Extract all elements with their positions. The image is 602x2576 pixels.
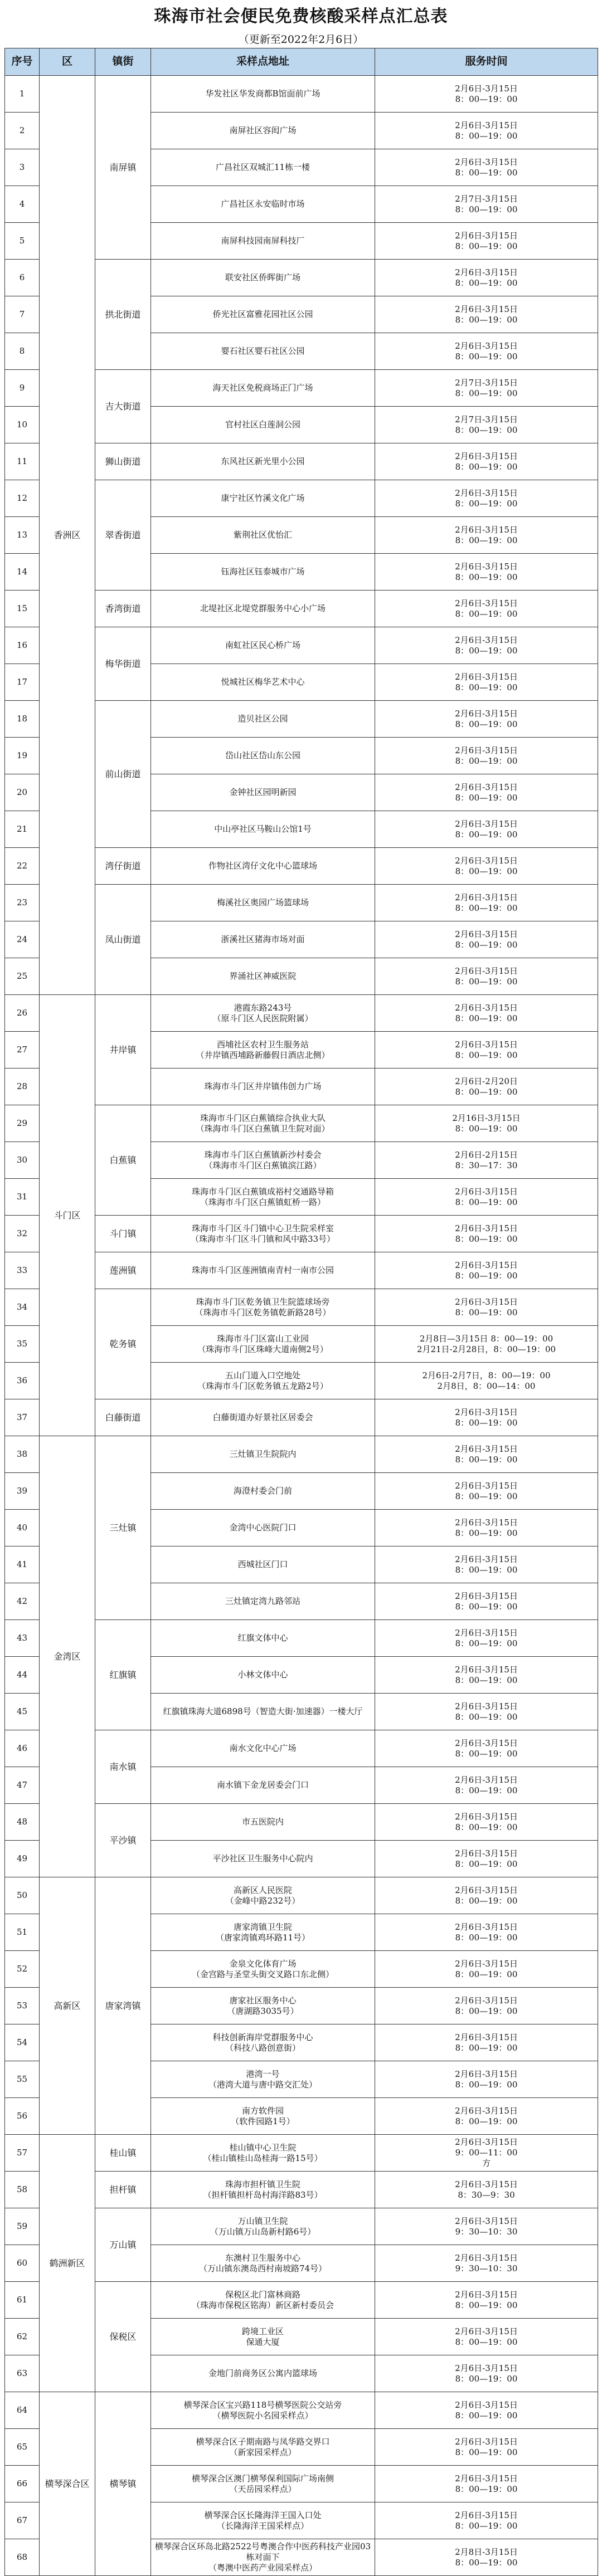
site-address-cell: 康宁社区竹溪文化广场	[151, 480, 375, 517]
row-number: 31	[5, 1179, 40, 1216]
row-number: 32	[5, 1216, 40, 1252]
row-number: 11	[5, 443, 40, 480]
site-address-cell: 华发社区华发商都B馆面前广场	[151, 76, 375, 113]
row-number: 20	[5, 774, 40, 811]
site-address-cell: 三灶镇定湾九路邻站	[151, 1583, 375, 1620]
site-address-cell: 白藤街道办好景社区居委会	[151, 1399, 375, 1436]
row-number: 53	[5, 1988, 40, 2024]
service-time-cell: 2月6日-3月15日 8：00—19：00	[375, 517, 598, 554]
row-number: 7	[5, 296, 40, 333]
row-number: 50	[5, 1877, 40, 1914]
service-time-cell: 2月7日-3月15日 8：00—19：00	[375, 370, 598, 407]
row-number: 61	[5, 2282, 40, 2319]
service-time-cell: 2月6日-3月15日 8：00—19：00	[375, 1841, 598, 1877]
header-district: 区	[40, 48, 95, 76]
service-time-cell: 2月7日-3月15日 8：00—19：00	[375, 407, 598, 443]
service-time-cell: 2月6日-3月15日 8：00—19：00	[375, 2429, 598, 2466]
site-address-cell: 南水文化中心广场	[151, 1730, 375, 1767]
district-cell: 斗门区	[40, 995, 95, 1436]
site-address-cell: 珠海市担杆镇卫生院 （担杆镇担杆岛村海洋路83号）	[151, 2172, 375, 2208]
service-time-cell: 2月6日-3月15日 8：00—19：00	[375, 627, 598, 664]
service-time-cell: 2月6日-3月15日 8：00—19：00	[375, 149, 598, 186]
service-time-cell: 2月6日-3月15日 8：00—19：00	[375, 2355, 598, 2392]
service-time-cell: 2月6日-3月15日 8：00—19：00	[375, 2282, 598, 2319]
row-number: 64	[5, 2392, 40, 2429]
row-number: 51	[5, 1914, 40, 1951]
table-row	[5, 1436, 598, 1473]
row-number: 14	[5, 554, 40, 591]
row-number: 67	[5, 2502, 40, 2539]
service-time-cell: 2月6日-2月7日，8：00—19：00 2月8日，8：00—14：00	[375, 1363, 598, 1399]
service-time-cell: 2月7日-3月15日 8：00—19：00	[375, 186, 598, 223]
town-cell: 白藤街道	[95, 1399, 151, 1436]
row-number: 5	[5, 223, 40, 260]
row-number: 36	[5, 1363, 40, 1399]
service-time-cell: 2月6日-3月15日 8：00—19：00	[375, 1216, 598, 1252]
site-address-cell: 唐家社区服务中心 （唐湖路3035号）	[151, 1988, 375, 2024]
site-address-cell: 高新区人民医院 （金峰中路232号）	[151, 1877, 375, 1914]
row-number: 63	[5, 2355, 40, 2392]
row-number: 42	[5, 1583, 40, 1620]
service-time-cell: 2月6日-3月15日 8：00—19：00	[375, 1583, 598, 1620]
site-address-cell: 小林文体中心	[151, 1657, 375, 1694]
site-address-cell: 港湾一号 （港湾大道与唐中路交汇处）	[151, 2061, 375, 2098]
page-title: 珠海市社会便民免费核酸采样点汇总表	[154, 7, 448, 26]
row-number: 66	[5, 2466, 40, 2502]
row-number: 52	[5, 1951, 40, 1988]
service-time-cell: 2月6日-3月15日 8：00—19：00	[375, 921, 598, 958]
row-number: 3	[5, 149, 40, 186]
service-time-cell: 2月6日-3月15日 8：00—19：00	[375, 1399, 598, 1436]
service-time-cell: 2月6日-3月15日 8：00—19：00	[375, 1804, 598, 1841]
site-address-cell: 南虹社区民心桥广场	[151, 627, 375, 664]
row-number: 12	[5, 480, 40, 517]
site-address-cell: 广昌社区双城汇11栋一楼	[151, 149, 375, 186]
site-address-cell: 万山镇卫生院 （万山镇万山岛新村路6号）	[151, 2208, 375, 2245]
service-time-cell: 2月6日-3月15日 8：00—19：00	[375, 1252, 598, 1289]
site-address-cell: 珠海市斗门区白蕉镇新沙村委会 （珠海市斗门区白蕉镇滨江路）	[151, 1142, 375, 1179]
site-address-cell: 珠海市斗门区白蕉镇综合执业大队 （珠海市斗门区白蕉镇卫生院对面）	[151, 1105, 375, 1142]
row-number: 47	[5, 1767, 40, 1804]
service-time-cell: 2月6日-3月15日 8：00—19：00	[375, 2502, 598, 2539]
row-number: 45	[5, 1694, 40, 1730]
service-time-cell: 2月6日-3月15日 8：00—19：00	[375, 2061, 598, 2098]
town-cell: 唐家湾镇	[95, 1877, 151, 2135]
site-address-cell: 南水镇下金龙居委会门口	[151, 1767, 375, 1804]
table-header-row	[5, 48, 598, 76]
row-number: 16	[5, 627, 40, 664]
site-address-cell: 南屏科技园南屏科技厂	[151, 223, 375, 260]
service-time-cell: 2月6日-3月15日 8：00—19：00	[375, 1620, 598, 1657]
district-cell: 高新区	[40, 1877, 95, 2135]
site-address-cell: 科技创新海岸党群服务中心 （科技八路创意街）	[151, 2024, 375, 2061]
town-cell: 井岸镇	[95, 995, 151, 1105]
service-time-cell: 2月6日-3月15日 8：00—19：00	[375, 848, 598, 885]
town-cell: 翠香街道	[95, 480, 151, 591]
row-number: 4	[5, 186, 40, 223]
row-number: 43	[5, 1620, 40, 1657]
site-address-cell: 岱山社区岱山东公园	[151, 738, 375, 774]
row-number: 68	[5, 2539, 40, 2576]
site-address-cell: 横琴深合区澳门横琴保利国际广场南侧 （天岳园采样点）	[151, 2466, 375, 2502]
town-cell: 平沙镇	[95, 1804, 151, 1877]
service-time-cell: 2月6日-3月15日 8：00—19：00	[375, 1951, 598, 1988]
row-number: 58	[5, 2172, 40, 2208]
row-number: 37	[5, 1399, 40, 1436]
site-address-cell: 珠海市斗门区乾务镇卫生院篮球场旁 （珠海市斗门区乾务镇乾新路28号）	[151, 1289, 375, 1326]
table-row	[5, 2392, 598, 2429]
site-address-cell: 珠海市斗门区莲洲镇南青村一南市公园	[151, 1252, 375, 1289]
service-time-cell: 2月6日-3月15日 8：00—19：00	[375, 1730, 598, 1767]
town-cell: 三灶镇	[95, 1436, 151, 1620]
site-address-cell: 造贝社区公园	[151, 701, 375, 738]
site-address-cell: 紫荆社区优怡汇	[151, 517, 375, 554]
row-number: 19	[5, 738, 40, 774]
site-address-cell: 平沙社区卫生服务中心院内	[151, 1841, 375, 1877]
service-time-cell: 2月6日-3月15日 8：00—19：00	[375, 113, 598, 149]
service-time-cell: 2月6日-3月15日 8：00—19：00	[375, 701, 598, 738]
site-address-cell: 唐家湾镇卫生院 （唐家湾镇鸡环路11号）	[151, 1914, 375, 1951]
site-address-cell: 梅溪社区奥园广场篮球场	[151, 885, 375, 921]
town-cell: 斗门镇	[95, 1216, 151, 1252]
row-number: 28	[5, 1069, 40, 1105]
row-number: 15	[5, 591, 40, 627]
site-address-cell: 珠海市斗门区白蕉镇成裕村交通路导箱 （珠海市斗门区白蕉镇虹桥一路）	[151, 1179, 375, 1216]
service-time-cell: 2月6日-3月15日 8：00—19：00	[375, 2466, 598, 2502]
site-address-cell: 婴石社区婴石社区公园	[151, 333, 375, 370]
row-number: 55	[5, 2061, 40, 2098]
site-address-cell: 官村社区白莲洞公园	[151, 407, 375, 443]
service-time-cell: 2月6日-2月15日 8：30—17：30	[375, 1142, 598, 1179]
row-number: 59	[5, 2208, 40, 2245]
town-cell: 吉大街道	[95, 370, 151, 443]
site-address-cell: 悦城社区梅华艺术中心	[151, 664, 375, 701]
table-row	[5, 1877, 598, 1914]
site-address-cell: 金泉文化体育广场 （金宫路与圣堂头街交叉路口东北侧）	[151, 1951, 375, 1988]
header-time: 服务时间	[375, 48, 598, 76]
service-time-cell: 2月6日-3月15日 8：00—19：00	[375, 1988, 598, 2024]
site-address-cell: 金钟社区园明新园	[151, 774, 375, 811]
site-address-cell: 钰海社区钰泰城市广场	[151, 554, 375, 591]
service-time-cell: 2月6日-3月15日 8：00—19：00	[375, 1510, 598, 1546]
site-address-cell: 海天社区免税商场正门广场	[151, 370, 375, 407]
header-site: 采样点地址	[151, 48, 375, 76]
service-time-cell: 2月6日-3月15日 8：00—19：00	[375, 1032, 598, 1069]
service-time-cell: 2月6日-3月15日 8：00—19：00	[375, 885, 598, 921]
row-number: 38	[5, 1436, 40, 1473]
site-address-cell: 横琴深合区长隆海洋王国入口处 （长隆海洋王国采样点）	[151, 2502, 375, 2539]
town-cell: 南水镇	[95, 1730, 151, 1804]
row-number: 23	[5, 885, 40, 921]
site-address-cell: 五山门道入口空地处 （珠海市斗门区乾务镇五龙路2号）	[151, 1363, 375, 1399]
row-number: 2	[5, 113, 40, 149]
district-cell: 鹤洲新区	[40, 2135, 95, 2392]
service-time-cell: 2月6日-3月15日 8：00—19：00	[375, 260, 598, 296]
town-cell: 担杆镇	[95, 2172, 151, 2208]
service-time-cell: 2月6日-3月15日 8：00—19：00	[375, 591, 598, 627]
site-address-cell: 桂山镇中心卫生院 （桂山镇桂山岛桂海一路15号）	[151, 2135, 375, 2172]
site-address-cell: 海澄村委会门前	[151, 1473, 375, 1510]
town-cell: 乾务镇	[95, 1289, 151, 1399]
site-address-cell: 东澳村卫生服务中心 （万山镇东澳岛西村南坡路74号）	[151, 2245, 375, 2282]
row-number: 41	[5, 1546, 40, 1583]
row-number: 9	[5, 370, 40, 407]
service-time-cell: 2月6日-3月15日 8：00—19：00	[375, 1914, 598, 1951]
service-time-cell: 2月6日-3月15日 8：00—19：00	[375, 738, 598, 774]
service-time-cell: 2月6日-3月15日 8：00—19：00	[375, 296, 598, 333]
town-cell: 保税区	[95, 2282, 151, 2392]
row-number: 40	[5, 1510, 40, 1546]
row-number: 27	[5, 1032, 40, 1069]
row-number: 29	[5, 1105, 40, 1142]
service-time-cell: 2月6日-3月15日 8：00—19：00	[375, 1179, 598, 1216]
row-number: 24	[5, 921, 40, 958]
service-time-cell: 2月6日-3月15日 8：00—19：00	[375, 1546, 598, 1583]
row-number: 49	[5, 1841, 40, 1877]
town-cell: 拱北街道	[95, 260, 151, 370]
service-time-cell: 2月6日-3月15日 8：00—19：00	[375, 443, 598, 480]
row-number: 26	[5, 995, 40, 1032]
service-time-cell: 2月6日-3月15日 8：00—19：00	[375, 2392, 598, 2429]
site-address-cell: 南屏社区容闳广场	[151, 113, 375, 149]
site-address-cell: 广昌社区永安临时市场	[151, 186, 375, 223]
row-number: 60	[5, 2245, 40, 2282]
site-address-cell: 横琴深合区宝兴路118号横琴医院公交站旁 （横琴医院小名园采样点）	[151, 2392, 375, 2429]
service-time-cell: 2月6日-3月15日 8：00—19：00	[375, 1473, 598, 1510]
row-number: 44	[5, 1657, 40, 1694]
row-number: 34	[5, 1289, 40, 1326]
header-town: 镇街	[95, 48, 151, 76]
row-number: 1	[5, 76, 40, 113]
row-number: 35	[5, 1326, 40, 1363]
row-number: 54	[5, 2024, 40, 2061]
service-time-cell: 2月6日-3月15日 8：00—19：00	[375, 1694, 598, 1730]
service-time-cell: 2月6日-3月15日 8：00—19：00	[375, 480, 598, 517]
site-address-cell: 红旗文体中心	[151, 1620, 375, 1657]
service-time-cell: 2月6日-3月15日 8：00—19：00	[375, 1436, 598, 1473]
row-number: 13	[5, 517, 40, 554]
town-cell: 白蕉镇	[95, 1105, 151, 1216]
town-cell: 湾仔街道	[95, 848, 151, 885]
table-body	[5, 76, 598, 2576]
site-address-cell: 市五医院内	[151, 1804, 375, 1841]
site-address-cell: 港霞东路243号 （原斗门区人民医院附属）	[151, 995, 375, 1032]
site-address-cell: 中山亭社区马鞍山公馆1号	[151, 811, 375, 848]
service-time-cell: 2月6日-3月15日 8：00—19：00	[375, 2319, 598, 2355]
town-cell: 桂山镇	[95, 2135, 151, 2172]
site-address-cell: 界涌社区神威医院	[151, 958, 375, 995]
row-number: 8	[5, 333, 40, 370]
row-number: 57	[5, 2135, 40, 2172]
row-number: 39	[5, 1473, 40, 1510]
town-cell: 前山街道	[95, 701, 151, 848]
service-time-cell: 2月6日-3月15日 8：00—19：00	[375, 811, 598, 848]
service-time-cell: 2月6日-3月15日 9：00—11：00 方	[375, 2135, 598, 2172]
town-cell: 万山镇	[95, 2208, 151, 2282]
town-cell: 莲洲镇	[95, 1252, 151, 1289]
site-address-cell: 珠海市斗门区井岸镇伟创力广场	[151, 1069, 375, 1105]
row-number: 22	[5, 848, 40, 885]
site-address-cell: 西城社区门口	[151, 1546, 375, 1583]
row-number: 65	[5, 2429, 40, 2466]
site-address-cell: 西埔社区农村卫生服务站 （井岸镇西埔路新藤假日酒店北侧）	[151, 1032, 375, 1069]
row-number: 25	[5, 958, 40, 995]
service-time-cell: 2月6日-3月15日 8：00—19：00	[375, 333, 598, 370]
service-time-cell: 2月6日-3月15日 8：00—19：00	[375, 664, 598, 701]
row-number: 6	[5, 260, 40, 296]
table-row	[5, 2135, 598, 2172]
header-no: 序号	[5, 48, 40, 76]
site-address-cell: 横琴深合区子期南路与凤华路交界口 （新家园采样点）	[151, 2429, 375, 2466]
district-cell: 金湾区	[40, 1436, 95, 1877]
service-time-cell: 2月6日-3月15日 8：00—19：00	[375, 223, 598, 260]
town-cell: 凤山街道	[95, 885, 151, 995]
row-number: 33	[5, 1252, 40, 1289]
site-address-cell: 珠海市斗门区富山工业园 （珠海市斗门区珠峰大道南侧2号）	[151, 1326, 375, 1363]
row-number: 10	[5, 407, 40, 443]
site-address-cell: 金湾中心医院门口	[151, 1510, 375, 1546]
service-time-cell: 2月6日-3月15日 8：00—19：00	[375, 774, 598, 811]
site-address-cell: 东风社区新光里小公园	[151, 443, 375, 480]
site-address-cell: 南方软件园 （软件园路1号）	[151, 2098, 375, 2135]
town-cell: 横琴镇	[95, 2392, 151, 2576]
table-row	[5, 995, 598, 1032]
town-cell: 梅华街道	[95, 627, 151, 701]
service-time-cell: 2月6日-3月15日 8：00—19：00	[375, 76, 598, 113]
service-time-cell: 2月6日-3月15日 9：30—10：30	[375, 2208, 598, 2245]
site-address-cell: 联安社区侨晖街广场	[151, 260, 375, 296]
district-cell: 横琴深合区	[40, 2392, 95, 2576]
site-address-cell: 浙溪社区猪海市场对面	[151, 921, 375, 958]
service-time-cell: 2月6日-3月15日 8：30—9：30	[375, 2172, 598, 2208]
row-number: 17	[5, 664, 40, 701]
service-time-cell: 2月6日-3月15日 8：00—19：00	[375, 1767, 598, 1804]
row-number: 46	[5, 1730, 40, 1767]
row-number: 56	[5, 2098, 40, 2135]
district-cell: 香洲区	[40, 76, 95, 995]
service-time-cell: 2月8日-3月15日 8：00—19：00	[375, 2539, 598, 2576]
town-cell: 红旗镇	[95, 1620, 151, 1730]
service-time-cell: 2月6日-3月15日 8：00—19：00	[375, 2098, 598, 2135]
service-time-cell: 2月8日—3月15日 8：00—19：00 2月21日-2月28日，8：00—19：00	[375, 1326, 598, 1363]
site-address-cell: 珠海市斗门区斗门镇中心卫生院采样室 （珠海市斗门区斗门镇和风中路33号）	[151, 1216, 375, 1252]
service-time-cell: 2月6日-3月15日 8：00—19：00	[375, 995, 598, 1032]
row-number: 48	[5, 1804, 40, 1841]
site-address-cell: 侨光社区富雅花园社区公园	[151, 296, 375, 333]
site-address-cell: 红旗镇珠海大道6898号（智造大街·加速器）一楼大厅	[151, 1694, 375, 1730]
sampling-site-table	[4, 48, 598, 2576]
page-subtitle: （更新至2022年2月6日）	[238, 33, 364, 46]
site-address-cell: 三灶镇卫生院院内	[151, 1436, 375, 1473]
town-cell: 南屏镇	[95, 76, 151, 260]
site-address-cell: 保税区北门富林商路 （珠海市保税区铭海）新区新村委员会	[151, 2282, 375, 2319]
service-time-cell: 2月6日-3月15日 8：00—19：00	[375, 2024, 598, 2061]
site-address-cell: 作物社区湾仔文化中心篮球场	[151, 848, 375, 885]
service-time-cell: 2月16日-3月15日 8：00—19：00	[375, 1105, 598, 1142]
table-row	[5, 76, 598, 113]
service-time-cell: 2月6日-3月15日 8：00—19：00	[375, 1289, 598, 1326]
site-address-cell: 跨境工业区 保通大厦	[151, 2319, 375, 2355]
row-number: 21	[5, 811, 40, 848]
row-number: 18	[5, 701, 40, 738]
service-time-cell: 2月6日-3月15日 8：00—19：00	[375, 1877, 598, 1914]
row-number: 62	[5, 2319, 40, 2355]
service-time-cell: 2月6日-3月15日 9：30—10：30	[375, 2245, 598, 2282]
row-number: 30	[5, 1142, 40, 1179]
site-address-cell: 横琴深合区环岛北路2522号粤澳合作中医药科技产业园03栋对面下 （粤澳中医药产业园采样点）	[151, 2539, 375, 2576]
service-time-cell: 2月6日-2月20日 8：00—19：00	[375, 1069, 598, 1105]
town-cell: 狮山街道	[95, 443, 151, 480]
site-address-cell: 金地门前商务区公寓内篮球场	[151, 2355, 375, 2392]
service-time-cell: 2月6日-3月15日 8：00—19：00	[375, 554, 598, 591]
town-cell: 香湾街道	[95, 591, 151, 627]
site-address-cell: 北堤社区北堤党群服务中心小广场	[151, 591, 375, 627]
service-time-cell: 2月6日-3月15日 8：00—19：00	[375, 1657, 598, 1694]
service-time-cell: 2月6日-3月15日 8：00—19：00	[375, 958, 598, 995]
